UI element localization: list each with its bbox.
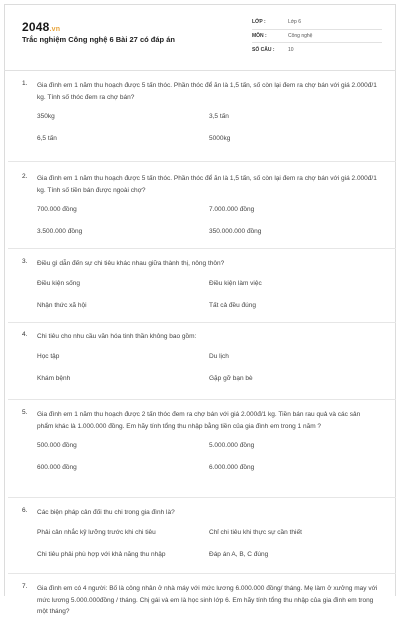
answer-option[interactable]: Nhận thức xã hội — [37, 301, 87, 309]
answer-option[interactable]: 6,5 tấn — [37, 135, 57, 142]
answer-option[interactable]: 350kg — [37, 113, 55, 120]
logo-text: 2048 — [22, 20, 50, 34]
page-title: Trắc nghiệm Công nghệ 6 Bài 27 có đáp án — [22, 35, 175, 44]
answer-option[interactable]: Chỉ chi tiêu khi thực sự cần thiết — [209, 528, 302, 536]
meta-value: Công nghệ — [288, 32, 313, 39]
question-text: Chi tiêu cho nhu cầu văn hóa tinh thần không bao gồm: — [37, 333, 197, 340]
question-list — [4, 80, 396, 618]
answer-option[interactable]: Điều kiện sống — [37, 279, 80, 287]
header — [4, 4, 396, 64]
question-number: 7. — [22, 583, 28, 590]
meta-row-subject — [252, 30, 382, 44]
question-number: 3. — [22, 258, 28, 265]
question-divider — [8, 573, 396, 574]
answer-option[interactable]: 3.500.000 đồng — [37, 228, 83, 235]
meta-value: 10 — [288, 46, 294, 53]
question-6 — [4, 507, 396, 563]
question-divider — [8, 399, 396, 400]
answer-option[interactable]: 350.000.000 đồng — [209, 228, 262, 235]
answer-option[interactable]: 5.000.000 đồng — [209, 442, 255, 449]
question-text: Điều gì dẫn đến sự chi tiêu khác nhau giữa thành thị, nông thôn? — [37, 260, 225, 267]
answer-options — [37, 279, 378, 323]
answer-option[interactable]: 7.000.000 đồng — [209, 206, 255, 213]
question-number: 2. — [22, 173, 28, 180]
meta-row-count — [252, 43, 382, 57]
answer-option[interactable]: Điều kiện làm việc — [209, 279, 262, 287]
meta-key: MÔN : — [252, 32, 267, 39]
answer-option[interactable]: 3,5 tấn — [209, 113, 229, 120]
answer-options — [37, 112, 378, 156]
meta-key: LỚP : — [252, 19, 266, 26]
answer-option[interactable]: 700.000 đồng — [37, 206, 77, 213]
site-logo[interactable] — [22, 20, 60, 34]
answer-option[interactable]: 6.000.000 đồng — [209, 464, 255, 471]
question-text: Gia đình em 1 năm thu hoạch được 5 tấn thóc. Phần thóc để ăn là 1,5 tấn, số còn lại đem ra chợ bán với giá 2.000đ/1 kg. Tính số tiền bán được ngoài chợ? — [37, 175, 377, 194]
question-number: 5. — [22, 409, 28, 416]
question-text: Các biện pháp cân đối thu chi trong gia đình là? — [37, 509, 175, 516]
meta-row-class — [252, 16, 382, 30]
answer-options — [37, 441, 378, 485]
question-3 — [4, 258, 396, 314]
meta-key: SỐ CÂU : — [252, 46, 275, 53]
logo-suffix: .vn — [49, 26, 61, 33]
question-number: 1. — [22, 80, 28, 87]
question-5 — [4, 409, 396, 489]
answer-option[interactable]: Học tập — [37, 352, 60, 360]
answer-option[interactable]: Gặp gỡ bạn bè — [209, 374, 253, 382]
answer-options — [37, 352, 378, 396]
answer-options — [37, 528, 378, 572]
question-2 — [4, 173, 396, 240]
answer-option[interactable]: Đáp án A, B, C đúng — [209, 550, 269, 558]
answer-options — [37, 205, 378, 249]
answer-option[interactable]: Du lịch — [209, 352, 229, 360]
header-divider — [4, 70, 396, 71]
question-4 — [4, 331, 396, 387]
question-text: Gia đình em 1 năm thu hoạch được 5 tấn thóc. Phần thóc để ăn là 1,5 tấn, số còn lại đem ra chợ bán với giá 2.000đ/1 kg. Tính số thóc đem ra chợ bán? — [37, 82, 377, 101]
answer-option[interactable]: 600.000 đồng — [37, 464, 77, 471]
question-1 — [4, 80, 396, 147]
question-text: Gia đình em 1 năm thu hoạch được 2 tấn thóc đem ra chợ bán với giá 2.000đ/1 kg. Tiền bán rau quả và các sản phẩm khác là 1.000.000 đồng. Em hãy tính tổng thu nhập bằng tiền của gia đình em trong 1 năm ? — [37, 411, 361, 430]
answer-option[interactable]: 5000kg — [209, 135, 231, 142]
meta-table — [252, 16, 382, 57]
question-divider — [8, 161, 396, 162]
question-text: Gia đình em có 4 người: Bố là công nhân ở nhà máy với mức lương 6.000.000 đồng/ tháng. Mẹ làm ở xưởng may với mức lương 5.000.000đồng / tháng. Chị gái và em là học sinh lớp 6. Em hãy tính tổng thu nhập của gia đình em trong một tháng? — [37, 585, 378, 615]
question-number: 4. — [22, 331, 28, 338]
question-7 — [4, 583, 396, 618]
answer-option[interactable]: 500.000 đồng — [37, 442, 77, 449]
answer-option[interactable]: Khám bệnh — [37, 374, 71, 382]
answer-option[interactable]: Tất cả đều đúng — [209, 301, 256, 309]
answer-option[interactable]: Chi tiêu phải phù hợp với khả năng thu nhập — [37, 550, 166, 558]
question-divider — [8, 497, 396, 498]
answer-option[interactable]: Phải cân nhắc kỹ lưỡng trước khi chi tiêu — [37, 528, 156, 536]
question-number: 6. — [22, 507, 28, 514]
meta-value: Lớp 6 — [288, 19, 302, 26]
